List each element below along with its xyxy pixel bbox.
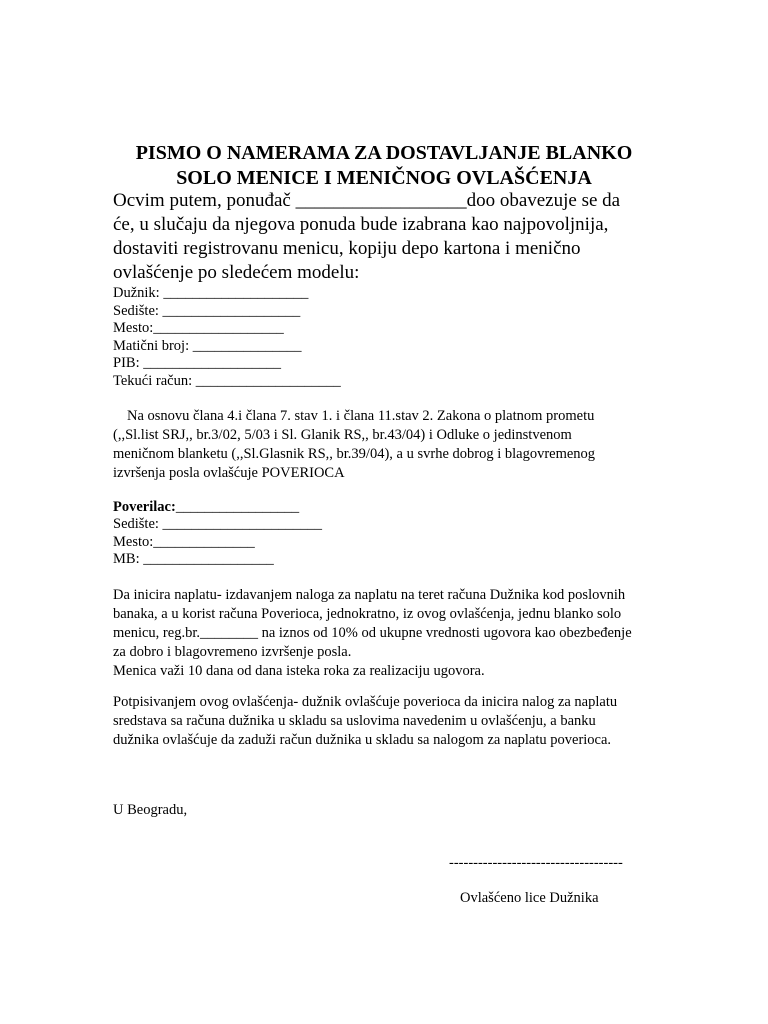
closing-line: sredstava sa računa dužnika u skladu sa uslovima navedenim u ovlašćenju, a banku [113,713,596,729]
authorization-line: Da inicira naplatu- izdavanjem naloga za naplatu na teret računa Dužnika kod poslovnih [113,587,626,603]
legal-basis-line: izvršenja posla ovlašćuje POVERIOCA [113,465,345,481]
creditor-field: Sedište: ______________________ [113,516,323,532]
legal-basis-paragraph [113,407,673,483]
closing-paragraph [113,693,673,750]
place-text: U Beogradu, [113,802,188,818]
creditor-label: Poverilac: [113,499,176,515]
document-title-line-1: PISMO O NAMERAMA ZA DOSTAVLJANJE BLANKO [135,142,633,164]
document-title-line-2: SOLO MENICE I MENIČNOG OVLAŠĆENJA [176,167,592,189]
closing-line: dužnika ovlašćuje da zaduži račun dužnika u skladu sa nalogom za naplatu poverioca. [113,732,612,748]
authorization-paragraph [113,586,673,681]
debtor-field: Dužnik: ____________________ [113,285,309,301]
creditor-field: MB: __________________ [113,551,274,567]
authorization-line: Menica važi 10 dana od dana isteka roka za realizaciju ugovora. [113,663,485,679]
authorization-line: menicu, reg.br.________ na iznos od 10% od ukupne vrednosti ugovora kao obezbeđenje [113,625,632,641]
debtor-field: Mesto:__________________ [113,320,284,336]
creditor-field: Mesto:______________ [113,534,255,550]
debtor-field: Sedište: ___________________ [113,303,301,319]
intro-line: Ocvim putem, ponuđač __________________doo obavezuje se da [113,190,621,211]
authorization-line: za dobro i blagovremeno izvršenje posla. [113,644,352,660]
debtor-field: Matični broj: _______________ [113,338,302,354]
creditor-blank: _________________ [175,499,300,515]
closing-line: Potpisivanjem ovog ovlašćenja- dužnik ovlašćuje poverioca da inicira nalog za naplatu [113,694,618,710]
intro-line: će, u slučaju da njegova ponuda bude izabrana kao najpovoljnija, [113,214,609,235]
intro-line: dostaviti registrovanu menicu, kopiju depo kartona i menično [113,238,581,259]
legal-basis-line: Na osnovu člana 4.i člana 7. stav 1. i člana 11.stav 2. Zakona o platnom prometu [127,408,595,424]
authorization-line: banaka, a u korist računa Poverioca, jednokratno, iz ovog ovlašćenja, jednu blanko solo [113,606,622,622]
creditor-label-row [113,499,299,517]
legal-basis-line: meničnom blanketu (,,Sl.Glasnik RS,, br.39/04), a u svrhe dobrog i blagovremenog [113,446,596,462]
intro-line: ovlašćenje po sledećem modelu: [113,262,360,283]
legal-basis-line: (,,Sl.list SRJ,, br.3/02, 5/03 i Sl. Glanik RS,, br.43/04) i Odluke o jedinstvenom [113,427,572,443]
signature-line: ------------------------------------ [449,855,623,871]
debtor-field: Tekući račun: ____________________ [113,373,341,389]
signature-label: Ovlašćeno lice Dužnika [460,890,599,906]
debtor-field: PIB: ___________________ [113,355,281,371]
